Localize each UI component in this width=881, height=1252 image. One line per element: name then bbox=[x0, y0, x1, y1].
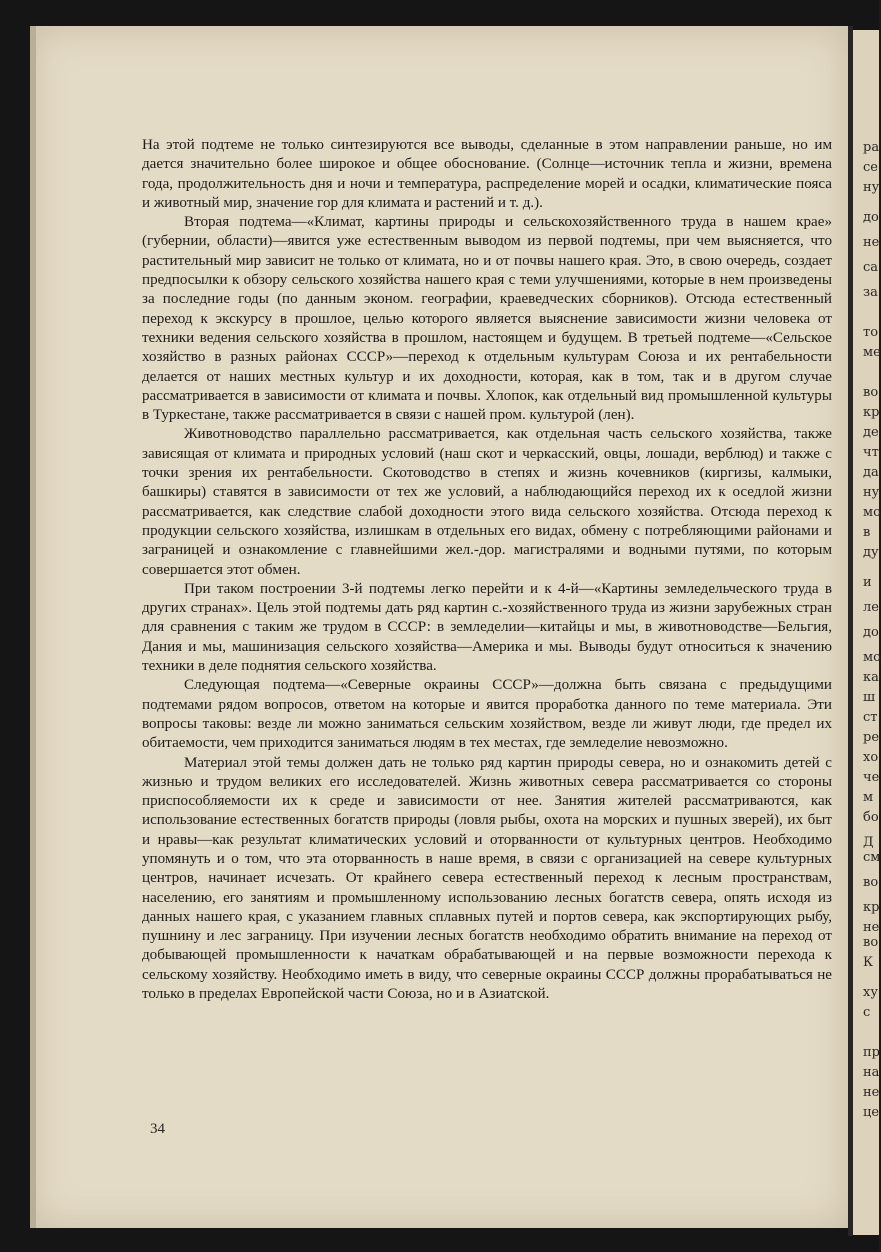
page-number: 34 bbox=[150, 1121, 165, 1137]
adjacent-page-fragment: не bbox=[863, 1085, 880, 1100]
adjacent-page-fragment: ме bbox=[863, 345, 881, 360]
adjacent-page-fragment: кр bbox=[863, 900, 880, 915]
adjacent-page-fragment: да bbox=[863, 465, 879, 480]
paragraph-2: Вторая подтема—«Климат, картины природы и сельскохозяйственного труда в нашем крае» (губернии, области)—явится уже естественным выводом из первой подтемы, при чем выясняется, что растительный мир зависит не только от климата, но и от почвы нашего края. Это, в свою очередь, создает предпосылки к обзору сельского хозяйства нашего края с теми улучшениями, которые в нем произведены за последние годы (по данным эконом. географии, краеведческих сборников). Отсюда естественный переход к экскурсу в прошлое, целью которого является выяснение зависимости жизни человека от техники ведения сельского хозяйства в прошлом, настоящем и будущем. В третьей подтеме—«Сельское хозяйство в разных районах СССР»—переход к отдельным культурам Союза и их рентабельности делается от наших местных культур и их доходности, которая, как в том, так и в другом случае рассматривается в зависимости от климата и почвы. Хлопок, как отдельный вид промышленной культуры в Туркестане, также рассматривается в связи с нашей пром. культурой (лен). bbox=[142, 214, 832, 424]
adjacent-page-fragment: ну bbox=[863, 180, 880, 195]
adjacent-page-fragment: ну bbox=[863, 485, 880, 500]
adjacent-page-fragment: кр bbox=[863, 405, 880, 420]
adjacent-page-fragment: во bbox=[863, 935, 879, 950]
adjacent-page-fragment: мо bbox=[863, 650, 881, 665]
adjacent-page-fragment: в bbox=[863, 525, 871, 540]
adjacent-page-fragment: на bbox=[863, 1065, 880, 1080]
adjacent-page-fragment: пр bbox=[863, 1045, 880, 1060]
adjacent-page-fragment: Д bbox=[863, 835, 874, 850]
paragraph-4: При таком построении 3-й подтемы легко перейти и к 4-й—«Картины земледельческого труда в других странах». Цель этой подтемы дать ряд картин с.-хозяйственного труда из жизни зарубежных стран для сравнения с таким же трудом в СССР: в земледелии—китайцы и мы, в животноводстве—Бельгия, Дания и мы, машинизация сельского хозяйства—Америка и мы. Выводы будут относиться к значению техники в деле поднятия сельского хозяйства. bbox=[142, 580, 832, 675]
adjacent-page-fragment: во bbox=[863, 875, 879, 890]
adjacent-page-fragment: хо bbox=[863, 750, 879, 765]
page-body-text bbox=[142, 136, 832, 1004]
adjacent-page-edge bbox=[853, 30, 879, 1235]
adjacent-page-fragment: ду bbox=[863, 545, 879, 560]
adjacent-page-fragment: то bbox=[863, 325, 879, 340]
adjacent-page-fragment: с bbox=[863, 1005, 871, 1020]
adjacent-page-fragment: за bbox=[863, 285, 878, 300]
adjacent-page-fragment: де bbox=[863, 425, 879, 440]
adjacent-page-fragment: во bbox=[863, 385, 879, 400]
adjacent-page-fragment: ре bbox=[863, 730, 880, 745]
adjacent-page-fragment: не bbox=[863, 235, 880, 250]
adjacent-page-fragment: К bbox=[863, 955, 874, 970]
adjacent-page-fragment: до bbox=[863, 210, 879, 225]
adjacent-page-fragment: че bbox=[863, 770, 880, 785]
adjacent-page-fragment: не bbox=[863, 920, 880, 935]
adjacent-page-fragment: це bbox=[863, 1105, 880, 1120]
adjacent-page-fragment: са bbox=[863, 260, 879, 275]
adjacent-page-fragment: до bbox=[863, 625, 879, 640]
paragraph-6: Материал этой темы должен дать не только ряд картин природы севера, но и ознакомить детей с жизнью и трудом великих его исследователей. Жизнь животных севера рассматривается со стороны приспособляемости их к среде и зависимости от нее. Занятия жителей рассматриваются, как использование естественных богатств природы (ловля рыбы, охота на морских и пушных зверей), их быт и нравы—как результат климатических условий и оторванности от культурных центров. Необходимо упомянуть и о том, что эта оторванность в наше время, в связи с организацией на севере культурных центров, начинает исчезать. От крайнего севера естественный переход к лесным пространствам, населению, его занятиям и промышленному использованию лесных богатств севера, опять исходя из данных нашего края, с указанием главных сплавных путей и портов севера, как экспортирующих рыбу, пушнину и лес заграницу. При изучении лесных богатств необходимо обратить внимание на переход от добывающей промышленности к начаткам обрабатывающей и на первые возможности перехода к сельскому хозяйству. Необходимо иметь в виду, что северные окраины СССР должны прорабатываться не только в пределах Европейской части Союза, но и в Азиатской. bbox=[142, 754, 832, 1003]
adjacent-page-fragment: ра bbox=[863, 140, 880, 155]
adjacent-page-fragment: и bbox=[863, 575, 872, 590]
page-edge bbox=[30, 26, 36, 1228]
adjacent-page-fragment: бо bbox=[863, 810, 879, 825]
adjacent-page-fragment: ш bbox=[863, 690, 876, 705]
adjacent-page-fragment: чт bbox=[863, 445, 879, 460]
adjacent-page-fragment: ка bbox=[863, 670, 879, 685]
adjacent-page-fragment: ст bbox=[863, 710, 878, 725]
adjacent-page-fragment: см bbox=[863, 850, 881, 865]
paragraph-5: Следующая подтема—«Северные окраины СССР»—должна быть связана с предыдущими подтемами рядом вопросов, ответом на которые и явится проработка данного по теме материала. Эти вопросы таковы: везде ли можно заниматься сельским хозяйством, везде ли живут люди, где предел их обитаемости, чем приходится заниматься людям в тех местах, где земледелие невозможно. bbox=[142, 677, 832, 752]
adjacent-page-fragment: м bbox=[863, 790, 874, 805]
adjacent-page-fragment: мо bbox=[863, 505, 881, 520]
paragraph-1: На этой подтеме не только синтезируются все выводы, сделанные в этом направлении раньше, но им дается значительно более широкое и общее обоснование. (Солнце—источник тепла и жизни, времена года, продолжительность дня и ночи и температура, распределение морей и осадки, климатические пояса и животный мир, значение гор для климата и растений и т. д.). bbox=[142, 137, 832, 211]
paragraph-3: Животноводство параллельно рассматривается, как отдельная часть сельского хозяйства, также зависящая от климата и природных условий (наш скот и черкасский, овцы, лошади, верблюд) и также с точки зрения их рентабельности. Скотоводство в степях и жизнь кочевников (киргизы, калмыки, башкиры) ставятся в зависимости от тех же условий, а наблюдающийся переход их к оседлой жизни рассматривается, как следствие слабой доходности этого вида сельского хозяйства. Отсюда переход к продукции сельского хозяйства, излишкам в отдельных его видах, обмену с потребляющими районами и заграницей и ознакомление с главнейшими жел.-дор. магистралями и водными путями, по которым совершается этот обмен. bbox=[142, 426, 832, 578]
adjacent-page-fragment: ле bbox=[863, 600, 879, 615]
adjacent-page-fragment: ху bbox=[863, 985, 878, 1000]
adjacent-page-fragment: се bbox=[863, 160, 878, 175]
